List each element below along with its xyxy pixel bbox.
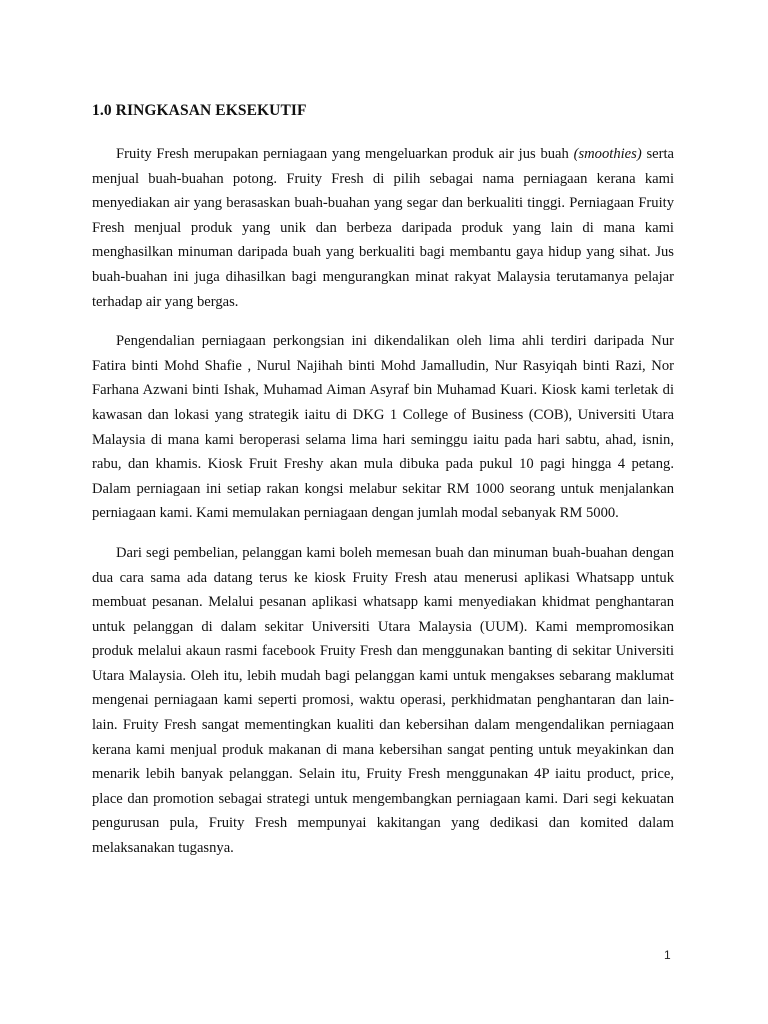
paragraph-intro [92,142,674,314]
paragraph-intro-italic: (smoothies) [573,146,642,162]
page-number: 1 [664,948,671,962]
paragraph-purchasing: Dari segi pembelian, pelanggan kami boleh memesan buah dan minuman buah-buahan dengan dua cara sama ada datang terus ke kiosk Fruity Fresh atau menerusi aplikasi Whatsapp untuk membuat pesanan. Melalui pesanan aplikasi whatsapp kami menyediakan khidmat penghantaran untuk pelanggan di dalam sekitar Universiti Utara Malaysia (UUM). Kami mempromosikan produk melalui akaun rasmi facebook Fruity Fresh dan menggunakan banting di sekitar Universiti Utara Malaysia. Oleh itu, lebih mudah bagi pelanggan kami untuk mengakses sebarang maklumat mengenai perniagaan kami seperti promosi, waktu operasi, perkhidmatan penghantaran dan lain-lain. Fruity Fresh sangat mementingkan kualiti dan kebersihan dalam mengendalikan perniagaan kerana kami menjual produk makanan di mana kebersihan sangat penting untuk meyakinkan dan menarik lebih banyak pelanggan. Selain itu, Fruity Fresh menggunakan 4P iaitu product, price, place dan promotion sebagai strategi untuk mengembangkan perniagaan kami. Dari segi kekuatan pengurusan pula, Fruity Fresh mempunyai kakitangan yang dedikasi dan komited dalam melaksanakan tugasnya. [92,544,674,857]
paragraph-intro-text-start: Fruity Fresh merupakan perniagaan yang mengeluarkan produk air jus buah [116,146,574,162]
section-heading: 1.0 RINGKASAN EKSEKUTIF [92,102,307,119]
document-page [92,102,674,876]
paragraph-management: Pengendalian perniagaan perkongsian ini dikendalikan oleh lima ahli terdiri daripada Nur Fatira binti Mohd Shafie , Nurul Najihah binti Mohd Jamalludin, Nur Rasyiqah binti Razi, Nor Farhana Azwani binti Ishak, Muhamad Aiman Asyraf bin Muhamad Kuari. Kiosk kami terletak di kawasan dan lokasi yang strategik iaitu di DKG 1 College of Business (COB), Universiti Utara Malaysia di mana kami beroperasi selama lima hari seminggu iaitu pada hari sabtu, ahad, isnin, rabu, dan khamis. Kiosk Fruit Freshy akan mula dibuka pada pukul 10 pagi hingga 4 petang. Dalam perniagaan ini setiap rakan kongsi melabur sekitar RM 1000 seorang untuk menjalankan perniagaan kami. Kami memulakan perniagaan dengan jumlah modal sebanyak RM 5000. [92,333,674,522]
paragraph-intro-text-end: serta menjual buah-buahan potong. Fruity Fresh di pilih sebagai nama perniagaan kerana kami menyediakan air yang berasaskan buah-buahan yang segar dan berkualiti tinggi. Perniagaan Fruity Fresh menjual produk yang unik dan berbeza daripada produk yang lain di mana kami menghasilkan minuman daripada buah yang berkualiti bagi membantu gaya hidup yang sihat. Jus buah-buahan ini juga dihasilkan bagi mengurangkan minat rakyat Malaysia terutamanya pelajar terhadap air yang bergas. [92,146,674,310]
